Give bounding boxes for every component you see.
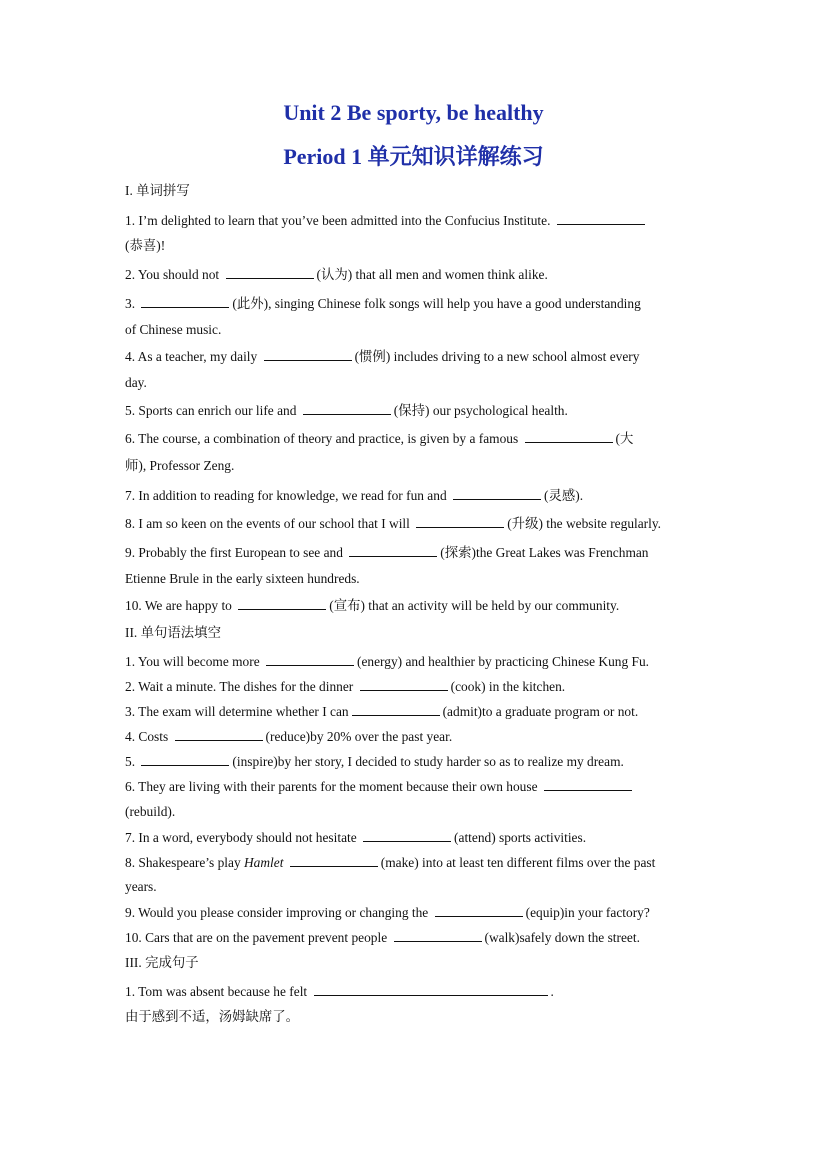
s2-q3 — [125, 702, 638, 721]
s2-q6-line1 — [125, 777, 635, 796]
s2-q2-text-b: (cook) in the kitchen. — [450, 679, 566, 694]
s1-q5-text-a: 5. Sports can enrich our life and — [125, 403, 297, 418]
s1-q2-text-a: 2. You should not — [125, 267, 220, 282]
s2-q5-text-b: (inspire)by her story, I decided to study harder so as to realize my dream. — [232, 754, 624, 769]
s2-q8-italic-title: Hamlet — [244, 855, 284, 870]
s1-q10 — [125, 596, 619, 615]
s2-q1-blank[interactable] — [266, 652, 354, 666]
s3-q1-line1 — [125, 982, 554, 1001]
s2-q1-text-a: 1. You will become more — [125, 654, 260, 669]
s1-q4-text-b: (惯例) includes driving to a new school almost every — [354, 349, 640, 364]
s1-q6-text-b: (大 — [615, 431, 634, 446]
s1-q2-text-b: (认为) that all men and women think alike. — [316, 267, 548, 282]
s1-q4-blank[interactable] — [264, 347, 352, 361]
s2-q4-text-b: (reduce)by 20% over the past year. — [265, 729, 453, 744]
s2-q5 — [125, 752, 624, 771]
period-title: Period 1 单元知识详解练习 — [283, 144, 544, 169]
s1-q10-blank[interactable] — [238, 596, 326, 610]
s2-q3-text-a: 3. The exam will determine whether I can — [125, 704, 349, 719]
s1-q8-text-a: 8. I am so keen on the events of our school that I will — [125, 516, 410, 531]
s1-q2-blank[interactable] — [226, 265, 314, 279]
s1-q3-text-a: 3. — [125, 296, 136, 311]
s3-q1-translation: 由于感到不适，汤姆缺席了。 — [125, 1009, 300, 1024]
s1-q7-blank[interactable] — [453, 486, 541, 500]
s2-q8-blank[interactable] — [290, 853, 378, 867]
s1-q6-blank[interactable] — [525, 429, 613, 443]
s2-q7 — [125, 828, 586, 847]
s2-q10-text-b: (walk)safely down the street. — [484, 930, 640, 945]
section-2-heading: II. 单句语法填空 — [125, 625, 221, 640]
s2-q2-blank[interactable] — [360, 677, 448, 691]
s2-q6-blank[interactable] — [544, 777, 632, 791]
unit-title: Unit 2 Be sporty, be healthy — [283, 100, 544, 125]
s1-q6-line1 — [125, 429, 633, 448]
s3-q1-text-a: 1. Tom was absent because he felt — [125, 984, 308, 999]
s2-q8-text-a: 8. Shakespeare’s play — [125, 855, 241, 870]
s1-q1-text: 1. I’m delighted to learn that you’ve been admitted into the Confucius Institute. — [125, 213, 551, 228]
s1-q2 — [125, 265, 548, 284]
s3-q1-blank[interactable] — [314, 982, 548, 996]
s2-q10-blank[interactable] — [394, 928, 482, 942]
s1-q5-blank[interactable] — [303, 401, 391, 415]
s2-q5-text-a: 5. — [125, 754, 136, 769]
s1-q3-line2: of Chinese music. — [125, 322, 222, 337]
s2-q5-blank[interactable] — [141, 752, 229, 766]
s2-q9-blank[interactable] — [435, 903, 523, 917]
s1-q7-text-a: 7. In addition to reading for knowledge, we read for fun and — [125, 488, 447, 503]
s2-q7-blank[interactable] — [363, 828, 451, 842]
s1-q9-text-a: 9. Probably the first European to see and — [125, 545, 343, 560]
s1-q8 — [125, 514, 661, 533]
s1-q5-text-b: (保持) our psychological health. — [393, 403, 568, 418]
s2-q2 — [125, 677, 565, 696]
s1-q3-blank[interactable] — [141, 294, 229, 308]
s1-q9-blank[interactable] — [349, 543, 437, 557]
s2-q9-text-a: 9. Would you please consider improving or changing the — [125, 905, 429, 920]
s2-q1-text-b: (energy) and healthier by practicing Chinese Kung Fu. — [357, 654, 650, 669]
s2-q8-line2: years. — [125, 879, 157, 894]
section-1-heading: I. 单词拼写 — [125, 183, 190, 198]
s2-q7-text-b: (attend) sports activities. — [454, 830, 587, 845]
s1-q7 — [125, 486, 583, 505]
s1-q7-text-b: (灵感). — [544, 488, 584, 503]
s1-q3-line1 — [125, 294, 641, 313]
s2-q4-blank[interactable] — [175, 727, 263, 741]
s1-q1-line1 — [125, 211, 648, 230]
s1-q8-blank[interactable] — [416, 514, 504, 528]
s2-q8-line1 — [125, 853, 655, 872]
s1-q5 — [125, 401, 568, 420]
s2-q6-line2: (rebuild). — [125, 804, 176, 819]
s1-q4-text-a: 4. As a teacher, my daily — [125, 349, 258, 364]
s2-q2-text-a: 2. Wait a minute. The dishes for the dinner — [125, 679, 354, 694]
s1-q4-line1 — [125, 347, 639, 366]
s1-q6-text-a: 6. The course, a combination of theory and practice, is given by a famous — [125, 431, 519, 446]
s1-q9-line1 — [125, 543, 649, 562]
s1-q4-line2: day. — [125, 375, 147, 390]
s1-q9-text-b: (探索)the Great Lakes was Frenchman — [440, 545, 649, 560]
s2-q1 — [125, 652, 649, 671]
s2-q3-text-b: (admit)to a graduate program or not. — [442, 704, 639, 719]
s2-q6-text-a: 6. They are living with their parents for the moment because their own house — [125, 779, 538, 794]
s2-q4-text-a: 4. Costs — [125, 729, 169, 744]
s2-q9 — [125, 903, 650, 922]
s1-q3-text-b: (此外), singing Chinese folk songs will help you have a good understanding — [232, 296, 641, 311]
s1-q10-text-a: 10. We are happy to — [125, 598, 232, 613]
s2-q9-text-b: (equip)in your factory? — [525, 905, 650, 920]
s2-q7-text-a: 7. In a word, everybody should not hesitate — [125, 830, 357, 845]
s2-q10 — [125, 928, 640, 947]
s2-q4 — [125, 727, 452, 746]
s1-q1-blank[interactable] — [557, 211, 645, 225]
s2-q3-blank[interactable] — [352, 702, 440, 716]
s1-q1-line2: (恭喜)! — [125, 238, 166, 253]
s1-q10-text-b: (宣布) that an activity will be held by our community. — [329, 598, 620, 613]
s1-q8-text-b: (升级) the website regularly. — [507, 516, 662, 531]
s2-q10-text-a: 10. Cars that are on the pavement prevent people — [125, 930, 388, 945]
s3-q1-text-b: . — [550, 984, 554, 999]
s2-q8-text-b: (make) into at least ten different films over the past — [380, 855, 656, 870]
s1-q9-line2: Etienne Brule in the early sixteen hundreds. — [125, 571, 360, 586]
s1-q6-line2: 师), Professor Zeng. — [125, 458, 235, 473]
section-3-heading: III. 完成句子 — [125, 955, 199, 970]
